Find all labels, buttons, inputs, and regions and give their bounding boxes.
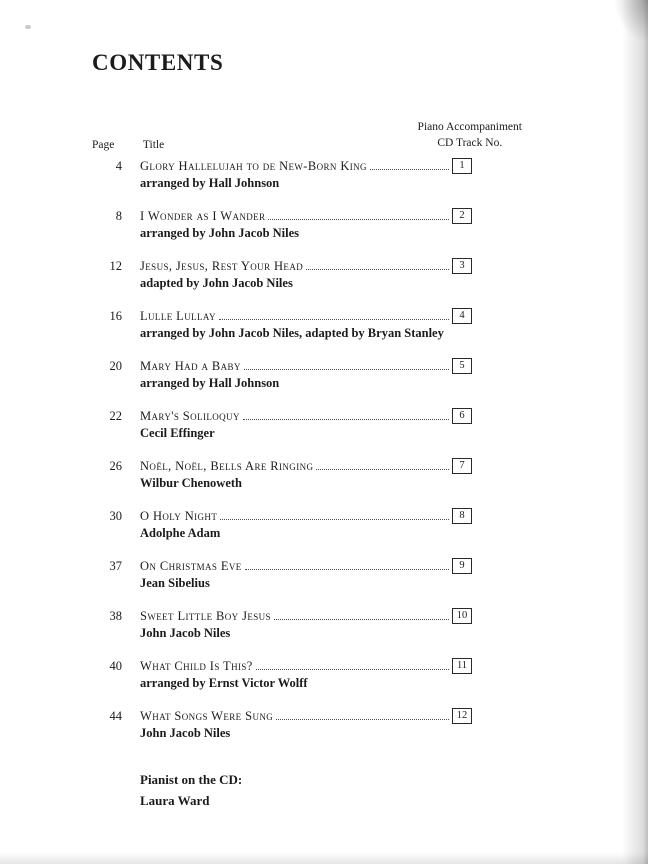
dotted-leader [306,269,449,270]
cd-track-number: 4 [459,309,465,321]
dotted-leader [244,369,449,370]
toc-entry-row [92,158,522,174]
entry-credit: John Jacob Niles [140,626,231,641]
entry-page-number: 30 [109,508,122,523]
entry-credit: arranged by Ernst Victor Wolff [140,676,308,691]
toc-entry-row [92,308,522,324]
cd-track-number: 11 [456,659,468,671]
toc-entry [92,358,522,391]
cd-track-box [452,158,472,174]
column-header-title: Title [142,139,165,152]
toc-entry-row [92,658,522,674]
toc-entry-row [92,358,522,374]
toc-entry [92,208,522,241]
toc-entry [92,708,522,741]
pianist-name: Laura Ward [140,793,210,809]
toc-entry [92,308,522,341]
cd-track-number: 8 [459,509,465,521]
toc-entry [92,408,522,441]
cd-track-number: 7 [459,459,465,471]
cd-track-number: 12 [456,709,468,721]
cd-track-box [452,608,472,624]
cd-track-number: 3 [459,259,465,271]
cd-track-box [452,708,472,724]
entry-credit: Wilbur Chenoweth [140,476,242,491]
scan-shadow-corner [614,0,648,42]
cd-track-box [452,458,472,474]
scan-shadow-right [622,0,648,864]
toc-entry [92,658,522,691]
cd-track-box [452,308,472,324]
cd-track-box [452,558,472,574]
toc-entry-row [92,458,522,474]
toc-entry [92,508,522,541]
dotted-leader [219,319,449,320]
cd-track-number: 2 [459,209,465,221]
toc-entry-row [92,208,522,224]
toc-entry-row [92,608,522,624]
entry-page-number: 38 [109,608,122,623]
toc-entry-row [92,558,522,574]
toc-header [92,120,522,151]
dotted-leader [256,669,449,670]
dotted-leader [276,719,449,720]
cd-track-number: 9 [459,559,465,571]
dotted-leader [274,619,449,620]
entry-page-number: 37 [109,558,122,573]
dotted-leader [370,169,449,170]
cd-track-number: 5 [459,359,465,371]
dotted-leader [245,569,449,570]
entry-page-number: 22 [109,408,122,423]
scan-speck [25,25,31,29]
entry-credit: arranged by Hall Johnson [140,376,280,391]
entry-title: I Wonder as I Wander [140,208,266,223]
entry-title: Mary Had a Baby [140,358,241,373]
entry-title: O Holy Night [140,508,218,523]
page-title: CONTENTS [92,50,224,75]
entry-credit: John Jacob Niles [140,726,231,741]
entry-title: Jesus, Jesus, Rest Your Head [140,258,304,273]
toc-entry [92,158,522,191]
dotted-leader [268,219,449,220]
entry-credit: arranged by John Jacob Niles [140,226,300,241]
entry-credit: Jean Sibelius [140,576,210,591]
toc-entry [92,558,522,591]
pianist-label: Pianist on the CD: [140,772,243,788]
entry-title: Sweet Little Boy Jesus [140,608,271,623]
entry-page-number: 20 [109,358,122,373]
dotted-leader [220,519,449,520]
entry-title: What Child Is This? [140,658,253,673]
entry-title: On Christmas Eve [140,558,242,573]
cd-track-box [452,208,472,224]
toc-list [92,158,522,741]
entry-page-number: 26 [109,458,122,473]
dotted-leader [243,419,449,420]
entry-page-number: 40 [109,658,122,673]
toc-entry-row [92,408,522,424]
cd-track-box [452,258,472,274]
cd-track-box [452,358,472,374]
toc-entry [92,608,522,641]
entry-title: Glory Hallelujah to de New-Born King [140,158,367,173]
cd-track-box [452,408,472,424]
entry-credit: arranged by Hall Johnson [140,176,280,191]
entry-page-number: 16 [109,308,122,323]
entry-credit: Cecil Effinger [140,426,215,441]
scan-shadow-bottom [0,852,648,864]
entry-page-number: 44 [109,708,122,723]
column-header-page: Page [92,139,115,152]
toc-entry-row [92,258,522,274]
track-header-line1: Piano Accompaniment [417,121,522,133]
dotted-leader [316,469,449,470]
toc-entry-row [92,508,522,524]
entry-title: Noël, Noël, Bells Are Ringing [140,458,314,473]
cd-track-number: 6 [459,409,465,421]
toc-entry [92,458,522,491]
entry-title: Lulle Lullay [140,308,216,323]
cd-track-number: 1 [459,159,465,171]
cd-track-number: 10 [456,609,468,621]
entry-page-number: 8 [115,208,122,223]
cd-track-box [452,508,472,524]
entry-credit: adapted by John Jacob Niles [140,276,293,291]
pianist-note [140,769,522,812]
toc-entry [92,258,522,291]
entry-title: Mary's Soliloquy [140,408,240,423]
track-header-line2: CD Track No. [437,136,503,149]
toc-entry-row [92,708,522,724]
entry-page-number: 4 [115,158,122,173]
entry-page-number: 12 [109,258,122,273]
cd-track-box [452,658,472,674]
entry-credit: arranged by John Jacob Niles, adapted by Bryan Stanley [140,326,444,341]
entry-title: What Songs Were Sung [140,708,274,723]
toc-header-left [92,139,164,151]
column-header-track [418,120,522,151]
entry-credit: Adolphe Adam [140,526,221,541]
